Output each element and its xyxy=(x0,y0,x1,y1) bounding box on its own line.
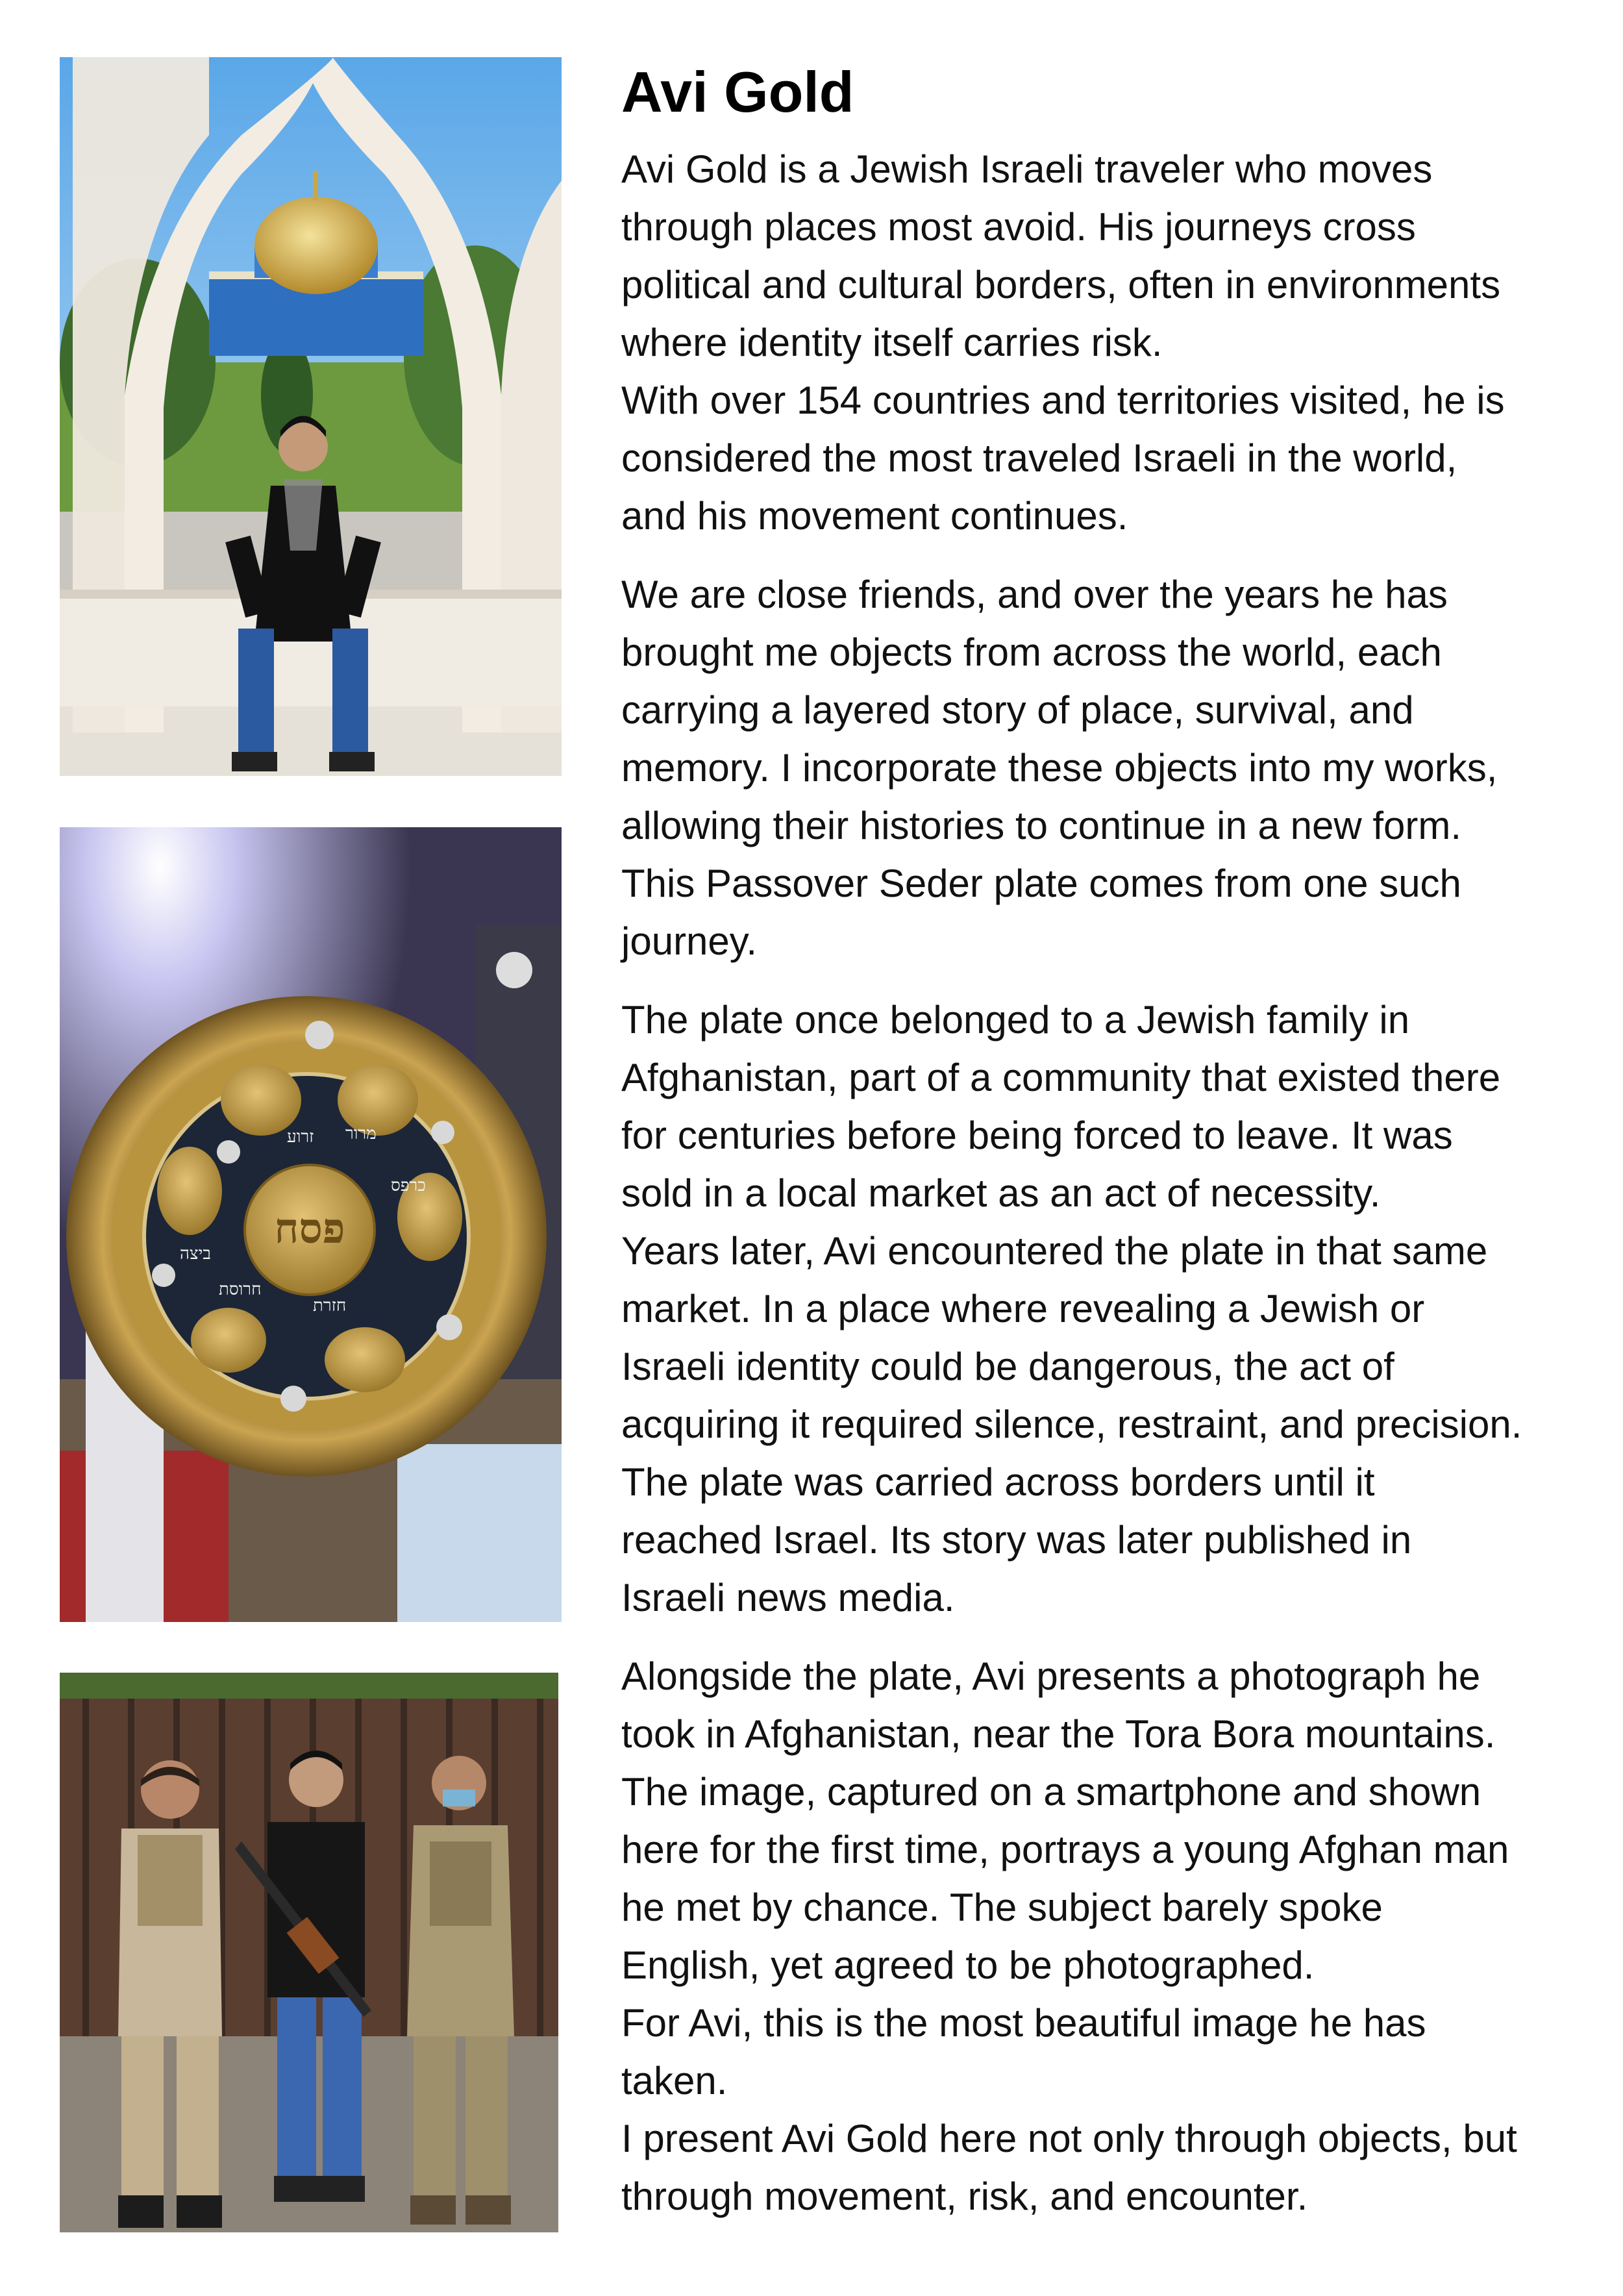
paragraph-line: The plate was carried across borders until it xyxy=(621,1460,1375,1504)
paragraph-line: considered the most traveled Israeli in the world, xyxy=(621,436,1457,480)
paragraph-line: and his movement continues. xyxy=(621,494,1128,538)
paragraph-line: allowing their histories to continue in a new form. xyxy=(621,804,1461,847)
paragraph-line: English, yet agreed to be photographed. xyxy=(621,1943,1315,1987)
paragraph-line: For Avi, this is the most beautiful image he has xyxy=(621,2001,1426,2045)
plate-item-label: חרוסת xyxy=(219,1280,262,1299)
paragraph-line: through movement, risk, and encounter. xyxy=(621,2175,1308,2218)
plate-item-label: זרוע xyxy=(287,1127,314,1147)
plate-item-label: ביצה xyxy=(180,1244,211,1264)
paragraph-line: political and cultural borders, often in environments xyxy=(621,263,1501,306)
paragraph-line: Israeli identity could be dangerous, the act of xyxy=(621,1345,1394,1388)
paragraph-line: This Passover Seder plate comes from one such xyxy=(621,862,1461,905)
paragraph-line: brought me objects from across the world, each xyxy=(621,630,1442,674)
bio-paragraph-plate-history xyxy=(621,991,1582,1627)
paragraph-line: where identity itself carries risk. xyxy=(621,321,1163,364)
paragraph-line: Avi Gold is a Jewish Israeli traveler who moves xyxy=(621,147,1433,191)
paragraph-line: sold in a local market as an act of necessity. xyxy=(621,1171,1381,1215)
paragraph-line: journey. xyxy=(621,919,758,963)
paragraph-line: market. In a place where revealing a Jewish or xyxy=(621,1287,1425,1330)
paragraph-line: Alongside the plate, Avi presents a photograph he xyxy=(621,1654,1481,1698)
photo-seder-plate xyxy=(60,827,562,1622)
plate-center-inscription: פסח xyxy=(274,1204,345,1253)
paragraph-line: Afghanistan, part of a community that existed there xyxy=(621,1056,1501,1099)
paragraph-line: With over 154 countries and territories visited, he is xyxy=(621,379,1505,422)
paragraph-line: We are close friends, and over the years he has xyxy=(621,573,1448,616)
arches-photo-illustration xyxy=(60,57,562,776)
photo-three-men xyxy=(60,1673,558,2232)
photo-traveler-at-arches xyxy=(60,57,562,776)
paragraph-line: through places most avoid. His journeys cross xyxy=(621,205,1416,249)
paragraph-line: taken. xyxy=(621,2059,728,2103)
bio-text-column xyxy=(621,57,1582,2246)
paragraph-line: reached Israel. Its story was later published in xyxy=(621,1518,1412,1562)
paragraph-line: Years later, Avi encountered the plate in that same xyxy=(621,1229,1488,1273)
paragraph-line: here for the first time, portrays a young Afghan man xyxy=(621,1828,1509,1871)
bio-paragraph-intro xyxy=(621,140,1582,545)
paragraph-line: The image, captured on a smartphone and shown xyxy=(621,1770,1481,1814)
plate-item-label: כרפס xyxy=(391,1176,426,1195)
paragraph-line: took in Afghanistan, near the Tora Bora mountains. xyxy=(621,1712,1496,1756)
three-men-illustration xyxy=(60,1673,558,2232)
paragraph-line: I present Avi Gold here not only through objects, but xyxy=(621,2117,1517,2160)
seder-plate-illustration xyxy=(60,827,562,1622)
paragraph-line: carrying a layered story of place, survival, and xyxy=(621,688,1414,732)
page-title: Avi Gold xyxy=(621,60,854,124)
paragraph-line: he met by chance. The subject barely spoke xyxy=(621,1886,1383,1929)
paragraph-line: for centuries before being forced to leave. It was xyxy=(621,1114,1453,1157)
paragraph-line: acquiring it required silence, restraint, and precision. xyxy=(621,1403,1522,1446)
plate-item-label: חזרת xyxy=(313,1296,347,1316)
paragraph-line: The plate once belonged to a Jewish family in xyxy=(621,998,1410,1042)
paragraph-line: memory. I incorporate these objects into my works, xyxy=(621,746,1498,790)
bio-paragraph-friendship xyxy=(621,566,1582,970)
paragraph-line: Israeli news media. xyxy=(621,1576,955,1619)
bio-paragraph-photograph xyxy=(621,1647,1582,2225)
plate-item-label: מרור xyxy=(345,1124,377,1143)
